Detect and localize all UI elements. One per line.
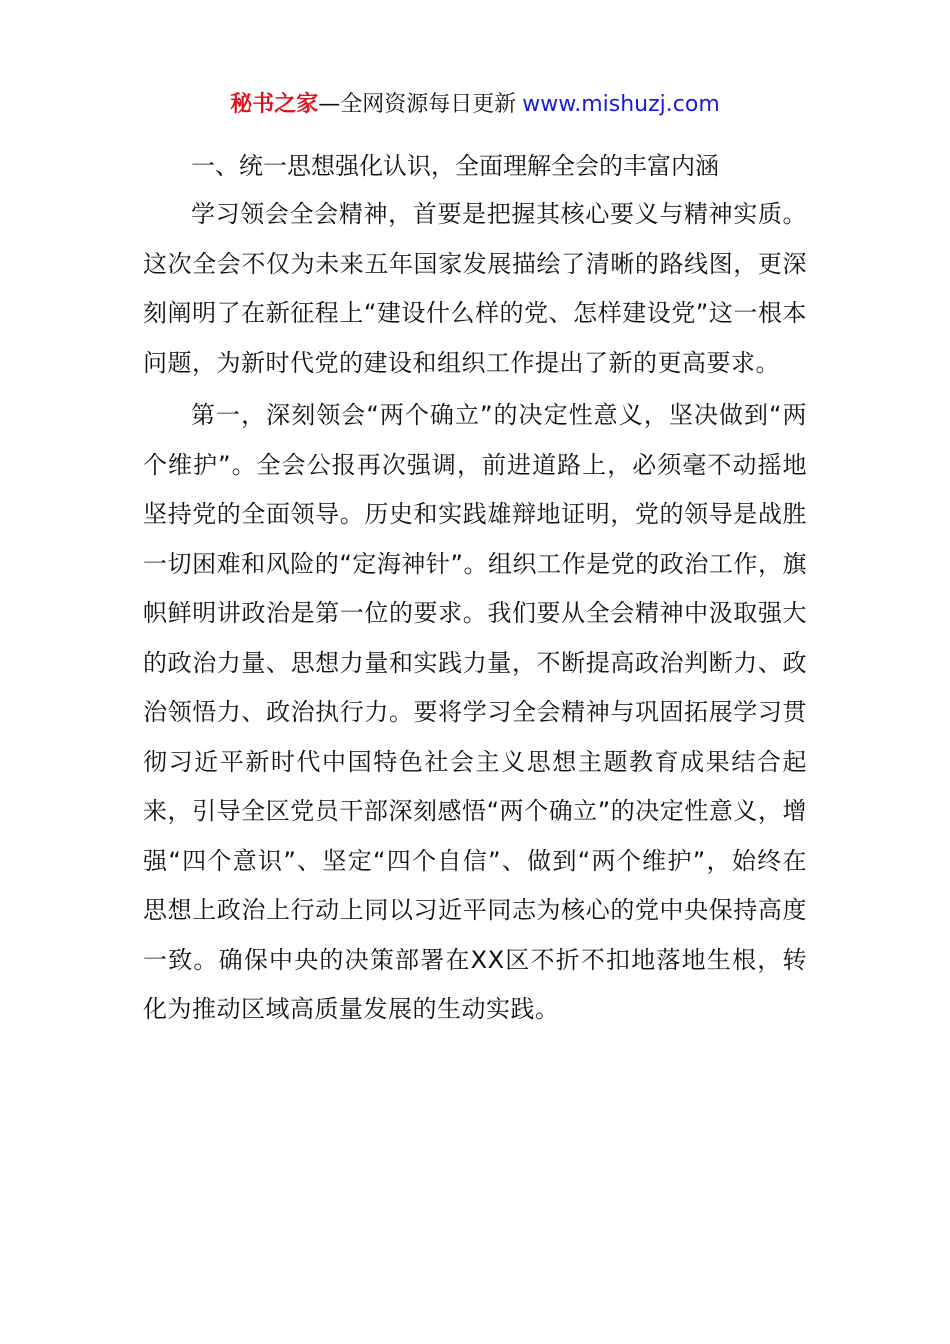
site-url-link[interactable]: www.mishuzj.com — [522, 92, 720, 117]
paragraph-intro: 学习领会全会精神，首要是把握其核心要义与精神实质。这次全会不仅为未来五年国家发展描绘了清晰的路线图，更深刻阐明了在新征程上“建设什么样的党、怎样建设党”这一根本问题，为新时代党的建设和组织工作提出了新的更高要求。 — [143, 200, 807, 377]
header-tagline: —全网资源每日更新 — [318, 92, 517, 117]
section-heading: 一、统一思想强化认识，全面理解全会的丰富内涵 — [191, 152, 719, 180]
paragraph-first-point: 第一，深刻领会“两个确立”的决定性意义，坚决做到“两个维护”。全会公报再次强调，前进道路上，必须毫不动摇地坚持党的全面领导。历史和实践雄辩地证明，党的领导是战胜一切困难和风险的“定海神针”。组织工作是党的政治工作，旗帜鲜明讲政治是第一位的要求。我们要从全会精神中汲取强大的政治力量、思想力量和实践力量，不断提高政治判断力、政治领悟力、政治执行力。要将学习全会精神与巩固拓展学习贯彻习近平新时代中国特色社会主义思想主题教育成果结合起来，引导全区党员干部深刻感悟“两个确立”的决定性意义，增强“四个意识”、坚定“四个自信”、做到“两个维护”，始终在思想上政治上行动上同以习近平同志为核心的党中央保持高度一致。确保中央的决策部署在XX区不折不扣地落地生根，转化为推动区域高质量发展的生动实践。 — [143, 401, 807, 1023]
brand-name: 秘书之家 — [230, 92, 319, 117]
document-body — [143, 142, 807, 1035]
page-header — [0, 88, 950, 122]
